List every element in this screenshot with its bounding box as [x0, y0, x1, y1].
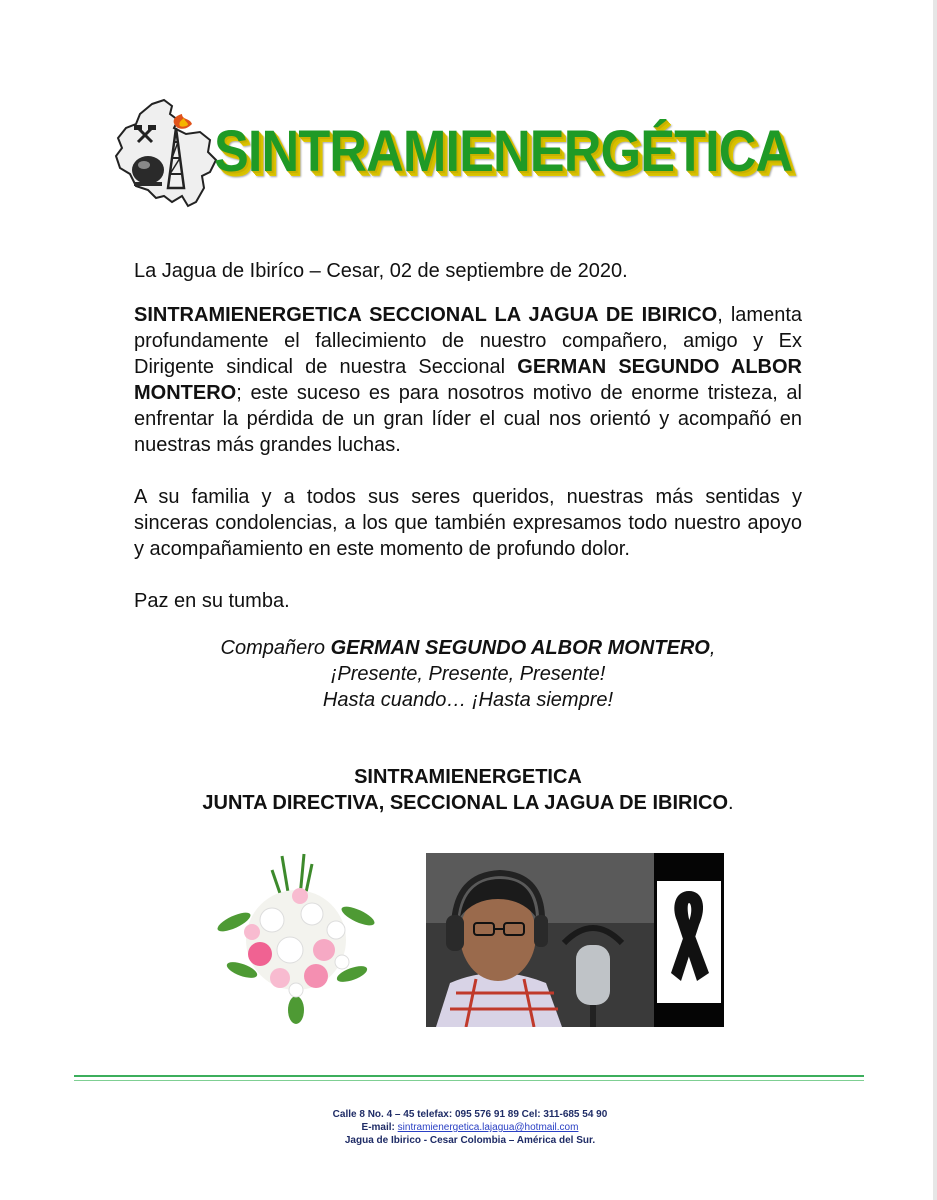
signature-board: JUNTA DIRECTIVA, SECCIONAL LA JAGUA DE IBIRICO: [202, 792, 729, 814]
tribute-prefix: Compañero: [220, 637, 331, 659]
tribute-line-3: Hasta cuando… ¡Hasta siempre!: [322, 689, 614, 711]
colombia-map-icon: [112, 98, 222, 210]
tribute-name: GERMAN SEGUNDO ALBOR MONTERO: [330, 637, 710, 659]
signature-block: [134, 764, 802, 816]
tribute-line-1: [134, 635, 802, 661]
footer-address: Calle 8 No. 4 – 45 telefax: 095 576 91 89 Cel: 311-685 54 90: [332, 1109, 608, 1120]
mourning-ribbon-panel: [654, 853, 724, 1027]
condolence-paragraph-1: [134, 302, 802, 458]
paragraph-1-text-b: ; este suceso es para nosotros motivo de enorme tristeza, al enfrentar la pérdida de un gran líder el cual nos orientó y acompañó en nuestras más grandes luchas.: [134, 382, 802, 456]
footer-email-link[interactable]: sintramienergetica.lajagua@hotmail.com: [397, 1122, 579, 1133]
rest-in-peace-line: Paz en su tumba.: [134, 590, 290, 612]
footer-email-line: [300, 1121, 640, 1134]
tribute-suffix: ,: [709, 637, 716, 659]
page-edge: [933, 0, 937, 1200]
deceased-name: GERMAN SEGUNDO ALBOR MONTERO: [134, 356, 802, 404]
memorial-photo: [426, 853, 724, 1027]
signature-period: .: [728, 792, 734, 814]
condolence-paragraph-2: A su familia y a todos sus seres queridos, nuestras más sentidas y sinceras condolencias, a los que también expresamos todo nuestro apoyo y acompañamiento en este momento de profundo dolor.: [134, 486, 802, 560]
man-with-headphones-photo: [426, 853, 654, 1027]
footer-divider-bottom: [74, 1080, 864, 1081]
flame-icon: [174, 114, 192, 129]
organization-name: SINTRAMIENERGETICA SECCIONAL LA JAGUA DE IBIRICO: [134, 304, 718, 326]
footer-email-label: E-mail:: [361, 1122, 398, 1133]
footer-location: Jagua de Ibirico - Cesar Colombia – América del Sur.: [344, 1135, 596, 1146]
paragraph-1-text-a: , lamenta profundamente el fallecimiento de nuestro compañero, amigo y Ex Dirigente sindical de nuestra Seccional: [134, 304, 802, 378]
date-line: La Jagua de Ibiríco – Cesar, 02 de septiembre de 2020.: [134, 260, 628, 282]
ribbon-background: [657, 881, 721, 1003]
footer-contact: [300, 1108, 640, 1147]
flower-bouquet-icon: [212, 850, 378, 1026]
signature-line-2: [134, 790, 802, 816]
tribute-line-2: ¡Presente, Presente, Presente!: [330, 663, 606, 685]
organization-logo-title: SINTRAMIENERGÉTICA: [214, 119, 793, 184]
tribute-block: [134, 635, 802, 713]
footer-divider-top: [74, 1075, 864, 1077]
mourning-ribbon-icon: [657, 881, 721, 1003]
signature-line-1: SINTRAMIENERGETICA: [354, 766, 582, 788]
